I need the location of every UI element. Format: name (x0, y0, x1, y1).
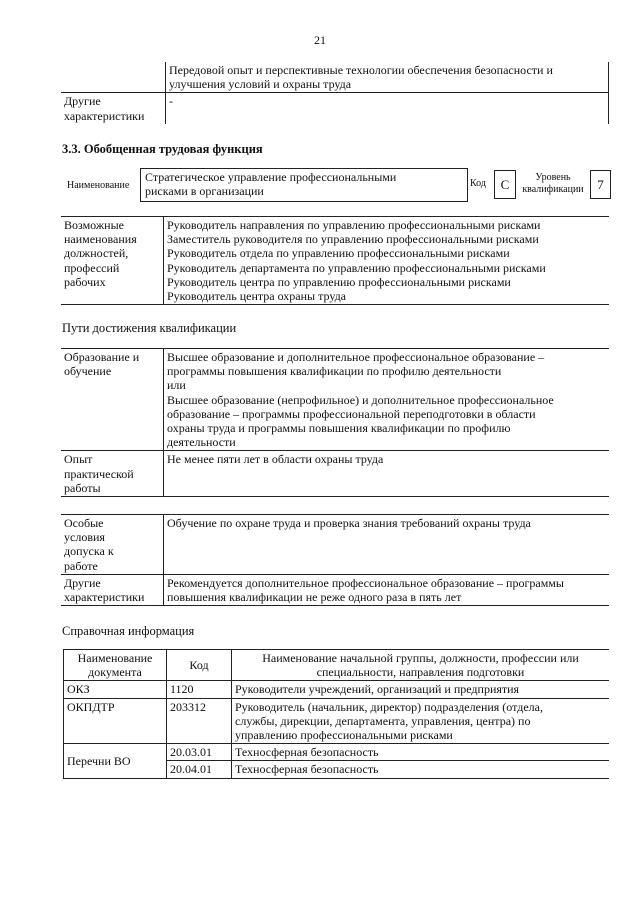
positions-list (164, 217, 610, 305)
positions-label: Возможные наименования должностей, профессий рабочих (61, 217, 164, 305)
other-value: Рекомендуется дополнительное профессиональное образование – программы повышения квалификации не реже одного раза в пять лет (164, 574, 610, 605)
table-header-row (64, 650, 610, 681)
advanced-experience-cell (166, 62, 609, 93)
education-value: Высшее образование и дополнительное профессиональное образование – программы повышения квалификации по профилю деятельности или Высшее образование (непрофильное) и дополнительное профессиональное образование – программы профессиональной переподготовки в области охраны труда и программы повышения квалификации по профилю деятельности (164, 349, 610, 451)
table-row (64, 681, 610, 698)
function-name-box: Стратегическое управление профессиональными рисками в организации (140, 168, 468, 202)
level-value-box: 7 (590, 170, 611, 199)
cell-name: Техносферная безопасность (232, 744, 610, 761)
special-conditions-label: Особые условия допуска к работе (61, 515, 164, 575)
header-document: Наименование документа (64, 650, 167, 681)
table-row (64, 698, 610, 744)
experience-value: Не менее пяти лет в области охраны труда (164, 451, 610, 497)
positions-table (61, 216, 609, 305)
list-item: Руководитель департамента по управлению профессиональными рисками (167, 260, 546, 275)
reference-title: Справочная информация (62, 624, 195, 638)
header-name: Наименование начальной группы, должности, профессии или специальности, направления подготовки (232, 650, 610, 681)
other-characteristics-value: - (166, 93, 609, 124)
advanced-experience-line2: улучшения условий и охраны труда (169, 77, 352, 92)
list-item: Заместитель руководителя по управлению профессиональными рисками (167, 232, 539, 247)
reference-table (63, 649, 609, 779)
education-label: Образование и обучение (61, 349, 164, 451)
level-label: Уровень квалификации (522, 172, 584, 195)
top-continuation-table (61, 62, 609, 124)
cell-code: 20.04.01 (167, 761, 232, 778)
cell-name: Техносферная безопасность (232, 761, 610, 778)
cell-code: 1120 (167, 681, 232, 698)
code-value-box: C (494, 170, 516, 199)
list-item: Руководитель центра охраны труда (167, 289, 346, 304)
list-item: Руководитель направления по управлению профессиональными рисками (167, 218, 541, 232)
cell-doc: Перечни ВО (64, 744, 167, 778)
cell-name: Руководители учреждений, организаций и предприятия (232, 681, 610, 698)
cell-doc: ОКПДТР (64, 698, 167, 744)
list-item: Руководитель центра по управлению профессиональными рисками (167, 274, 511, 289)
section-heading: 3.3. Обобщенная трудовая функция (62, 142, 263, 156)
other-label: Другие характеристики (61, 574, 164, 605)
conditions-table (61, 514, 609, 606)
table-row (64, 744, 610, 761)
header-code: Код (167, 650, 232, 681)
other-characteristics-label: Другие характеристики (61, 93, 166, 124)
cell-name: Руководитель (начальник, директор) подразделения (отдела, службы, дирекции, департамента, управления, центра) по управлению профессиональными рисками (232, 698, 610, 744)
experience-label: Опыт практической работы (61, 451, 164, 497)
special-conditions-value: Обучение по охране труда и проверка знания требований охраны труда (164, 515, 610, 575)
cell-code: 20.03.01 (167, 744, 232, 761)
qualification-table (61, 348, 609, 497)
cell-doc: ОКЗ (64, 681, 167, 698)
cell-code: 203312 (167, 698, 232, 744)
qualification-paths-title: Пути достижения квалификации (62, 321, 237, 335)
list-item: Руководитель отдела по управлению профессиональными рисками (167, 246, 510, 261)
advanced-experience-line1: Передовой опыт и перспективные технологии обеспечения безопасности и (169, 63, 553, 77)
name-label: Наименование (67, 180, 130, 191)
page-number: 21 (314, 33, 326, 47)
code-label: Код (470, 178, 486, 189)
